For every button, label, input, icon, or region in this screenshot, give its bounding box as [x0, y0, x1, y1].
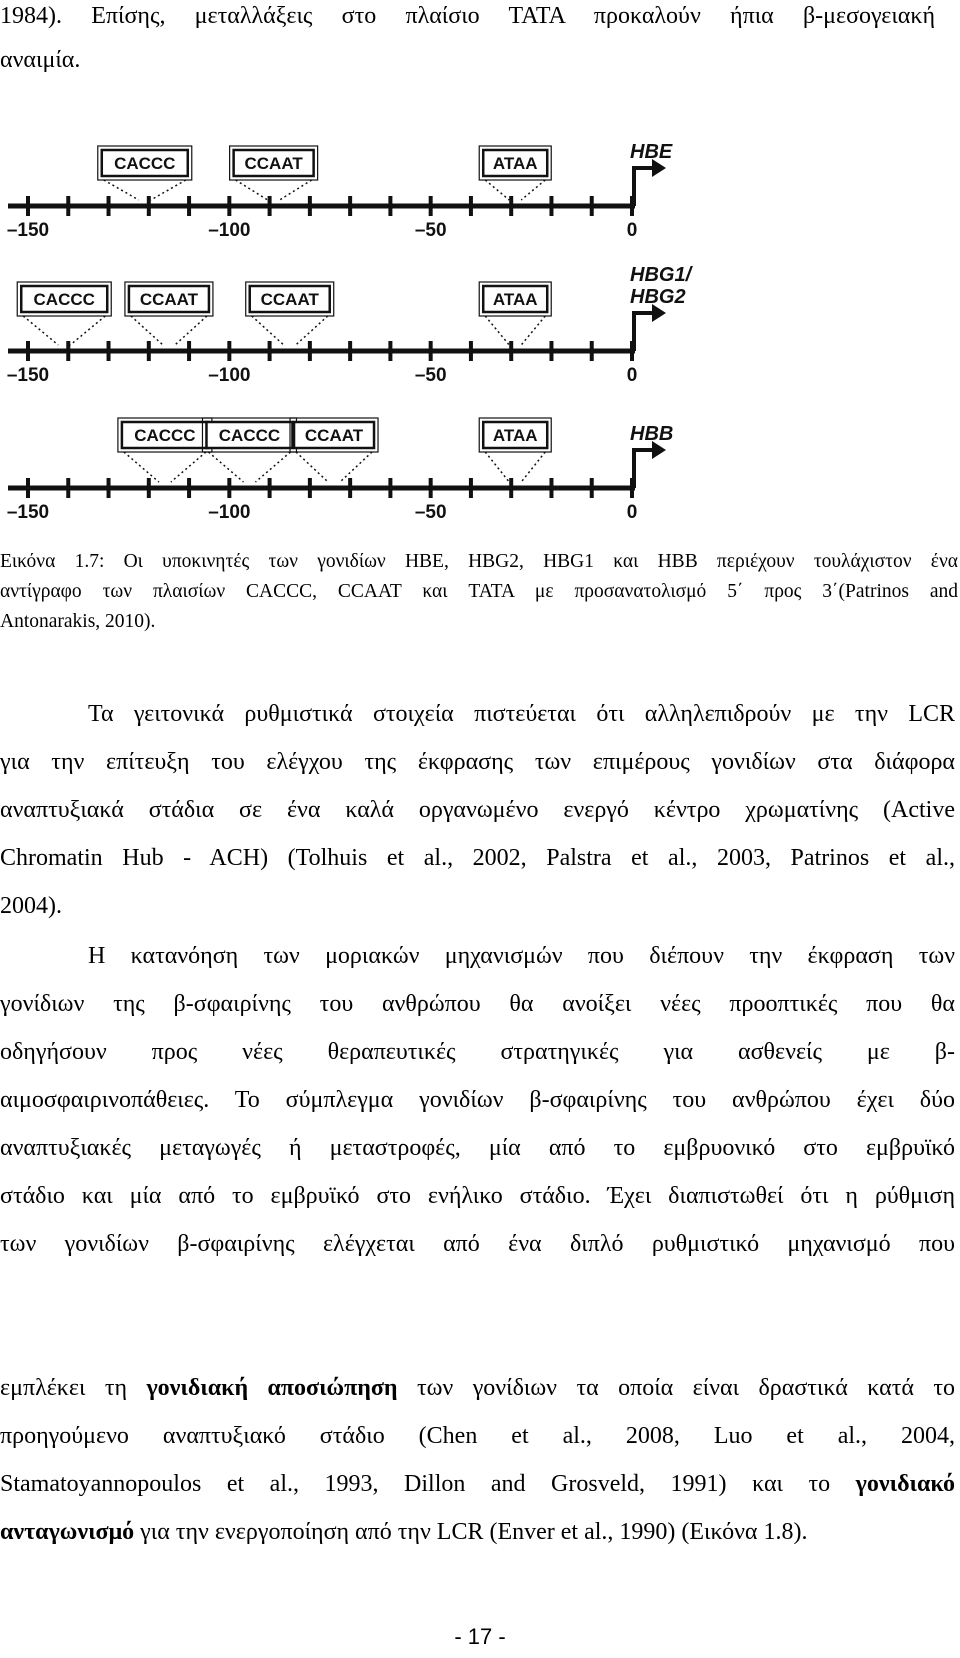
figure-caption-line-2: αντίγραφο των πλαισίων CACCC, CCAAT και TATA με προσανατολισμό 5΄ προς 3΄(Patrinos and	[0, 581, 958, 602]
connector-line	[23, 316, 58, 345]
paragraph-2-line: αναπτυξιακές μεταγωγές ή μεταστροφές, μία από το εμβρυονικό στο εμβρυϊκό	[0, 1135, 955, 1161]
connector-line	[485, 452, 509, 482]
paragraph-2-line-8: εμπλέκει τη γονιδιακή αποσιώπηση των γονίδιων τα οποία είναι δραστικά κατά το	[0, 1375, 955, 1401]
page-number: - 17 -	[454, 1624, 506, 1649]
connector-line	[252, 316, 284, 345]
top-text-line-1: 1984). Επίσης, μεταλλάξεις στο πλαίσιο ΤΑΤΑ προκαλούν ήπια β-μεσογειακή	[0, 3, 935, 29]
paragraph-1-line: 2004).	[0, 893, 62, 919]
connector-line	[70, 316, 105, 345]
tick-label: –100	[208, 220, 251, 241]
paragraph-1-line: Τα γειτονικά ρυθμιστικά στοιχεία πιστεύεται ότι αλληλεπιδρούν με την LCR	[88, 701, 955, 727]
paragraph-1-line: αναπτυξιακά στάδια σε ένα καλά οργανωμένο ενεργό κέντρο χρωματίνης (Active	[0, 797, 955, 823]
element-label: ATAA	[492, 426, 538, 445]
connector-line	[255, 452, 290, 482]
element-label: CACCC	[218, 426, 281, 445]
element-label: CCAAT	[244, 154, 303, 173]
element-label: CCAAT	[139, 290, 199, 309]
element-label: ATAA	[492, 290, 538, 309]
promoter-diagram	[0, 130, 960, 550]
connector-line	[151, 180, 186, 200]
connector-line	[485, 180, 509, 200]
gene-label: HBE	[630, 141, 673, 163]
tick-label: –150	[6, 365, 50, 386]
paragraph-1-line: για την επίτευξη του ελέγχου της έκφρασης των επιμέρους γονιδίων στα διάφορα	[0, 749, 955, 775]
connector-line	[296, 316, 328, 345]
paragraph-2-line-11: ανταγωνισμό για την ενεργοποίηση από την LCR (Enver et al., 1990) (Εικόνα 1.8).	[0, 1519, 808, 1545]
paragraph-1-line: Chromatin Hub - ACH) (Tolhuis et al., 2002, Palstra et al., 2003, Patrinos et al.,	[0, 845, 955, 871]
tick-label: –50	[414, 220, 447, 241]
paragraph-2-line: Η κατανόηση των μοριακών μηχανισμών που διέπουν την έκφραση των	[88, 943, 955, 969]
element-label: CCAAT	[260, 290, 319, 309]
connector-line	[296, 452, 328, 482]
figure-caption-line-3: Antonarakis, 2010).	[0, 611, 156, 632]
connector-line	[521, 316, 545, 345]
tss-arrow	[634, 313, 654, 351]
connector-line	[208, 452, 243, 482]
paragraph-2-line: αιμοσφαιρινοπάθειες. Το σύμπλεγμα γονιδίων β-σφαιρίνης του ανθρώπου έχει δύο	[0, 1087, 955, 1113]
connector-line	[280, 180, 312, 200]
connector-line	[485, 316, 509, 345]
tick-label: –100	[208, 365, 251, 386]
connector-line	[175, 316, 207, 345]
element-label: CACCC	[114, 154, 176, 173]
gene-label: HBG1/	[630, 264, 692, 286]
paragraph-2-line-9: προηγούμενο αναπτυξιακό στάδιο (Chen et al., 2008, Luo et al., 2004,	[0, 1423, 955, 1449]
tick-label: 0	[626, 220, 638, 241]
connector-line	[236, 180, 268, 200]
top-text-line-2: αναιμία.	[0, 47, 81, 73]
connector-line	[131, 316, 163, 345]
tss-arrow	[634, 450, 654, 488]
tick-label: 0	[626, 502, 638, 523]
paragraph-2-line: στάδιο και μία από το εμβρυϊκό στο ενήλικο στάδιο. Έχει διαπιστωθεί ότι η ρύθμιση	[0, 1183, 955, 1209]
gene-label: HBG2	[630, 286, 686, 308]
paragraph-2-line-10: Stamatoyannopoulos et al., 1993, Dillon and Grosveld, 1991) και το γονιδιακό	[0, 1471, 955, 1497]
connector-line	[340, 452, 372, 482]
paragraph-2-line: των γονιδίων β-σφαιρίνης ελέγχεται από ένα διπλό ρυθμιστικό μηχανισμό που	[0, 1231, 955, 1257]
element-label: CACCC	[33, 290, 95, 309]
tick-label: 0	[626, 365, 638, 386]
element-label: CCAAT	[304, 426, 364, 445]
tick-label: –150	[6, 502, 50, 523]
tick-label: –50	[414, 502, 447, 523]
connector-line	[521, 452, 545, 482]
tss-arrow	[634, 168, 654, 206]
figure-caption-line-1: Εικόνα 1.7: Οι υποκινητές των γονιδίων HBE, HBG2, HBG1 και HBB περιέχουν τουλάχιστον ένα	[0, 551, 958, 572]
tick-label: –150	[6, 220, 50, 241]
connector-line	[171, 452, 206, 482]
paragraph-2-line: οδηγήσουν προς νέες θεραπευτικές στρατηγικές για ασθενείς με β-	[0, 1039, 955, 1065]
element-label: CACCC	[134, 426, 196, 445]
paragraph-2-line: γονίδιων της β-σφαιρίνης του ανθρώπου θα ανοίξει νέες προοπτικές που θα	[0, 991, 955, 1017]
connector-line	[521, 180, 545, 200]
connector-line	[124, 452, 159, 482]
element-label: ATAA	[492, 154, 538, 173]
tick-label: –100	[208, 502, 251, 523]
tick-label: –50	[414, 365, 447, 386]
gene-label: HBB	[630, 423, 674, 445]
